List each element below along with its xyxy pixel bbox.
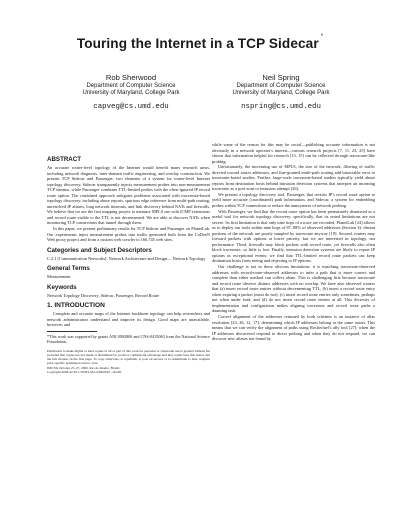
permission-notice: Permission to make digital or hard copies of all or part of this work for personal or classroom use is granted without fee provided that copies are not made or distributed for profit or commercial advantage and that copies bear this notice and the full citation on the first page. To copy otherwise, to republish, to post on servers or to redistribute to lists, requires prior specific permission and/or a fee. [47,348,210,366]
body-paragraph: Unfortunately, the increasing use of MPLS, the size of the network, filtering of traffic directed toward router addresses, and fine-grained multi-path routing add intractable error to traceroute-based studies. Further, large-scale traceroute-based studies typically yield abuse reports from destination hosts behind intrusion detection systems that interpret an incoming traceroute as a port-scan or intrusion attempt [26]. [212,164,375,192]
author-name: Rob Sherwood [105,73,157,82]
author-dept: Department of Computer Science [236,82,326,89]
introduction-heading: 1. INTRODUCTION [47,302,105,310]
author-univ: University of Maryland, College Park [232,90,330,97]
author-univ: University of Maryland, College Park [82,90,180,97]
introduction-paragraph: Complete and accurate maps of the Internet backbone topology can help researchers and network administrators understand and improve its design. Good maps are unavailable, however, and [47,311,210,328]
keywords-text: Network Topology Discovery, Sidecar, Passenger, Record Route [47,292,160,298]
right-column [212,142,375,342]
author-name: Neil Spring [262,73,300,82]
body-paragraph: With Passenger, we find that the record route option has been prematurely dismissed as a useful tool for network topology discovery: specifically, that its noted limitations are not severe. Its first limitation is that only nine hops of a trace are recorded. PlanetLab [24] allows us to deploy our tools within nine hops of 87–88% of observed addresses (Section 4): distant portions of the network are poorly sampled by traceroute anyway [19]. Second, routers may forward packets with options at lower priority, but we are interested in topology, not performance. Third, firewalls may block packets with record route, yet firewalls also often block traceroute, so little is lost. Finally, intrusion detection systems are likely to report IP options as exceptional events; we find that TTL-limited record route packets can keep destination hosts from seeing and objecting to IP options. [212,208,375,264]
body-paragraph: We present a topology discovery tool, Passenger, that revisits IP's record route option to yield more accurate (coordinated) path information, and Sidecar, a system for embedding probes within TCP connections to reduce the annoyances of network probing. [212,191,375,209]
author-dept: Department of Computer Science [86,82,176,89]
author-2 [196,73,366,112]
footnote-divider [47,331,97,332]
keywords-heading: Keywords [47,283,77,291]
general-terms-heading: General Terms [47,265,90,273]
paper-title: Touring the Internet in a TCP Sidecar * [76,34,324,51]
author-1 [46,73,216,112]
body-paragraph: while some of the reason for this may be social—publishing accurate information is not obviously in a network operator's interest—various research projects [7, 11, 23, 25] have shown that information helpful for research [13, 15] can be collected through traceroute-like probing. [212,142,375,164]
footnote: *This work was supported by grants ANI 0092806 and CNS-0435065 from the National Science Foundation. [47,333,210,345]
abstract-paragraph: An accurate router-level topology of the Internet would benefit many research areas, including network diagnosis, inter-domain traffic engineering, and overlay construction. We present TCP Sidecar and Passenger, two elements of a system for router-level Internet topology discovery. Sidecar transparently injects measurement probes into non-measurement TCP streams, while Passenger combines TTL-limited probes with the often-ignored IP record route option. The combined approach mitigates problems associated with traceroute-based topology discovery, including abuse reports, spurious edge inference from multi-path routing, unresolved IP aliases, long network timeouts, and link discovery behind NATs and firewalls. We believe that we are the first mapping project to measure MPLS use with ICMP extensions and record route visible to the TTL is not decremented. We are able to discover NATs when monitoring TCP connections that tunnel through them. [47,165,210,226]
categories-heading: Categories and Subject Descriptors [47,246,152,254]
categories-text: C.2.1 [Communication Networks]: Network Architecture and Design— Network Topology [47,255,206,261]
body-paragraph: Our challenge is not in these obvious limitations: it is matching traceroute-observed addresses with record-route-observed addresses to infer a path that is more correct and complete than either method can collect alone. This is challenging first because traceroute and record route observe distinct addresses with no overlap. We have also observed routers that (a) insert record route entries without decrementing TTL, (b) insert a record route entry when expiring a packet (most do not), (c) insert record route entries only sometimes, perhaps not when under load, and (d) do not insert record route entries at all. This diversity of implementation and configuration makes aligning traceroute and record route paths a daunting task. [212,264,375,314]
abstract-paragraph: In this paper, we present preliminary results for TCP Sidecar and Passenger on PlanetLab. Our experiments inject measurement probes into traffic generated both from the CoDeeN Web proxy project and from a custom web crawler to 166,745 web sites. [47,226,210,243]
general-terms-text: Measurement [47,274,71,280]
conference-line: IMC'06, October 25–27, 2006, Rio de Janeiro, Brazil. [47,365,120,370]
author-email[interactable]: nspring@cs.umd.edu [241,102,321,111]
copyright-line: Copyright 2006 ACM 1-59593-561-4/06/0010 ...$5.00. [47,370,122,375]
abstract-heading: ABSTRACT [47,156,82,163]
author-email[interactable]: capveg@cs.umd.edu [93,102,169,111]
permission-block [47,349,210,375]
body-paragraph: Correct alignment of the addresses returned by both schemes is an instance of alias resolution [23, 26, 12, 17]: determining which IP addresses belong to the same router. This means that we can verify the alignment of paths using Rocketfuel's ally tool [27]: when the IP addresses discovered respond to direct probing and when they do not respond, we can discover new aliases not found by [212,313,375,342]
left-column [47,156,210,374]
title-footnote-mark: * [320,34,324,40]
